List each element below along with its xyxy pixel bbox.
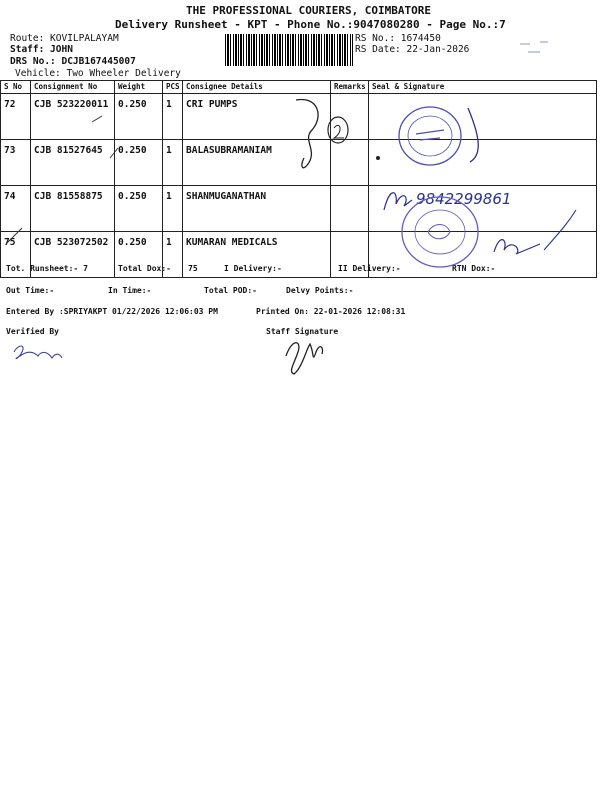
col-sno: S No <box>1 81 31 94</box>
staff-label: Staff: JOHN <box>10 44 73 55</box>
signature-stroke <box>494 240 540 254</box>
i-delivery: I Delivery:- <box>224 264 282 273</box>
rs-date: RS Date: 22-Jan-2026 <box>355 44 470 55</box>
total-dox-label: Total Dox:- <box>118 264 171 273</box>
cell-consignment: CJB 81558875 <box>31 186 115 232</box>
tick-mark <box>92 116 102 122</box>
out-time: Out Time:- <box>6 286 55 295</box>
total-pod: Total POD:- <box>204 286 257 295</box>
in-time: In Time:- <box>108 286 152 295</box>
col-consignee: Consignee Details <box>183 81 331 94</box>
cell-consignment: CJB 81527645 <box>31 140 115 186</box>
signature-stroke <box>544 210 576 250</box>
printed-on: Printed On: 22-01-2026 12:08:31 <box>256 307 406 316</box>
cell-sno: 72 <box>1 94 31 140</box>
remarks-digit <box>334 125 344 138</box>
col-weight: Weight <box>115 81 163 94</box>
signature-stroke <box>468 108 478 162</box>
cell-pcs: 1 <box>163 94 183 140</box>
ii-delivery: II Delivery:- <box>338 264 401 273</box>
col-consignment: Consignment No <box>31 81 115 94</box>
cell-sno: 74 <box>1 186 31 232</box>
cell-sno: 75 <box>1 232 31 278</box>
col-remarks: Remarks <box>331 81 369 94</box>
cell-pcs: 1 <box>163 140 183 186</box>
rtn-dox: RTN Dox:- <box>452 264 496 273</box>
cell-consignment: CJB 523072502 <box>31 232 115 278</box>
delvy-points: Delvy Points:- <box>286 286 354 295</box>
corner-mark <box>520 42 548 52</box>
cell-pcs: 1 <box>163 232 183 278</box>
cell-consignee: CRI PUMPS <box>183 94 331 140</box>
cell-weight: 0.250 <box>115 94 163 140</box>
cell-consignee: SHANMUGANATHAN <box>183 186 331 232</box>
cell-pcs: 1 <box>163 186 183 232</box>
cell-weight: 0.250 <box>115 140 163 186</box>
staff-signature <box>286 343 323 374</box>
company-title: THE PROFESSIONAL COURIERS, COIMBATORE <box>186 4 432 17</box>
staff-signature-label: Staff Signature <box>266 327 339 336</box>
phone-handwriting: 9842299861 <box>416 190 512 208</box>
vehicle-label: Vehicle: Two Wheeler Delivery <box>15 68 181 79</box>
signature-stroke <box>384 193 412 210</box>
remarks-scribble <box>296 99 318 167</box>
col-pcs: PCS <box>163 81 183 94</box>
route-label: Route: KOVILPALAYAM <box>10 33 119 44</box>
entered-by: Entered By :SPRIYAKPT 01/22/2026 12:06:03 PM <box>6 307 218 316</box>
tot-runsheet: Tot. Runsheet:- 7 <box>6 264 88 273</box>
tick-mark <box>110 148 118 158</box>
drs-number: DRS No.: DCJB167445007 <box>10 56 136 67</box>
remarks-circle <box>328 117 348 143</box>
total-dox-value: 75 <box>188 264 198 273</box>
seal-stamp <box>399 107 461 165</box>
cell-weight: 0.250 <box>115 186 163 232</box>
verified-signature <box>14 346 62 359</box>
cell-weight: 0.250 <box>115 232 163 278</box>
rs-number: RS No.: 1674450 <box>355 33 441 44</box>
cell-consignment: CJB 523220011 <box>31 94 115 140</box>
ink-dot <box>376 156 380 160</box>
col-seal: Seal & Signature <box>369 81 597 94</box>
tick-mark <box>6 228 22 244</box>
cell-consignee: BALASUBRAMANIAM <box>183 140 331 186</box>
cell-sno: 73 <box>1 140 31 186</box>
cell-consignee: KUMARAN MEDICALS <box>183 232 331 278</box>
verified-by: Verified By <box>6 327 59 336</box>
runsheet-subtitle: Delivery Runsheet - KPT - Phone No.:9047080280 - Page No.:7 <box>115 18 506 31</box>
